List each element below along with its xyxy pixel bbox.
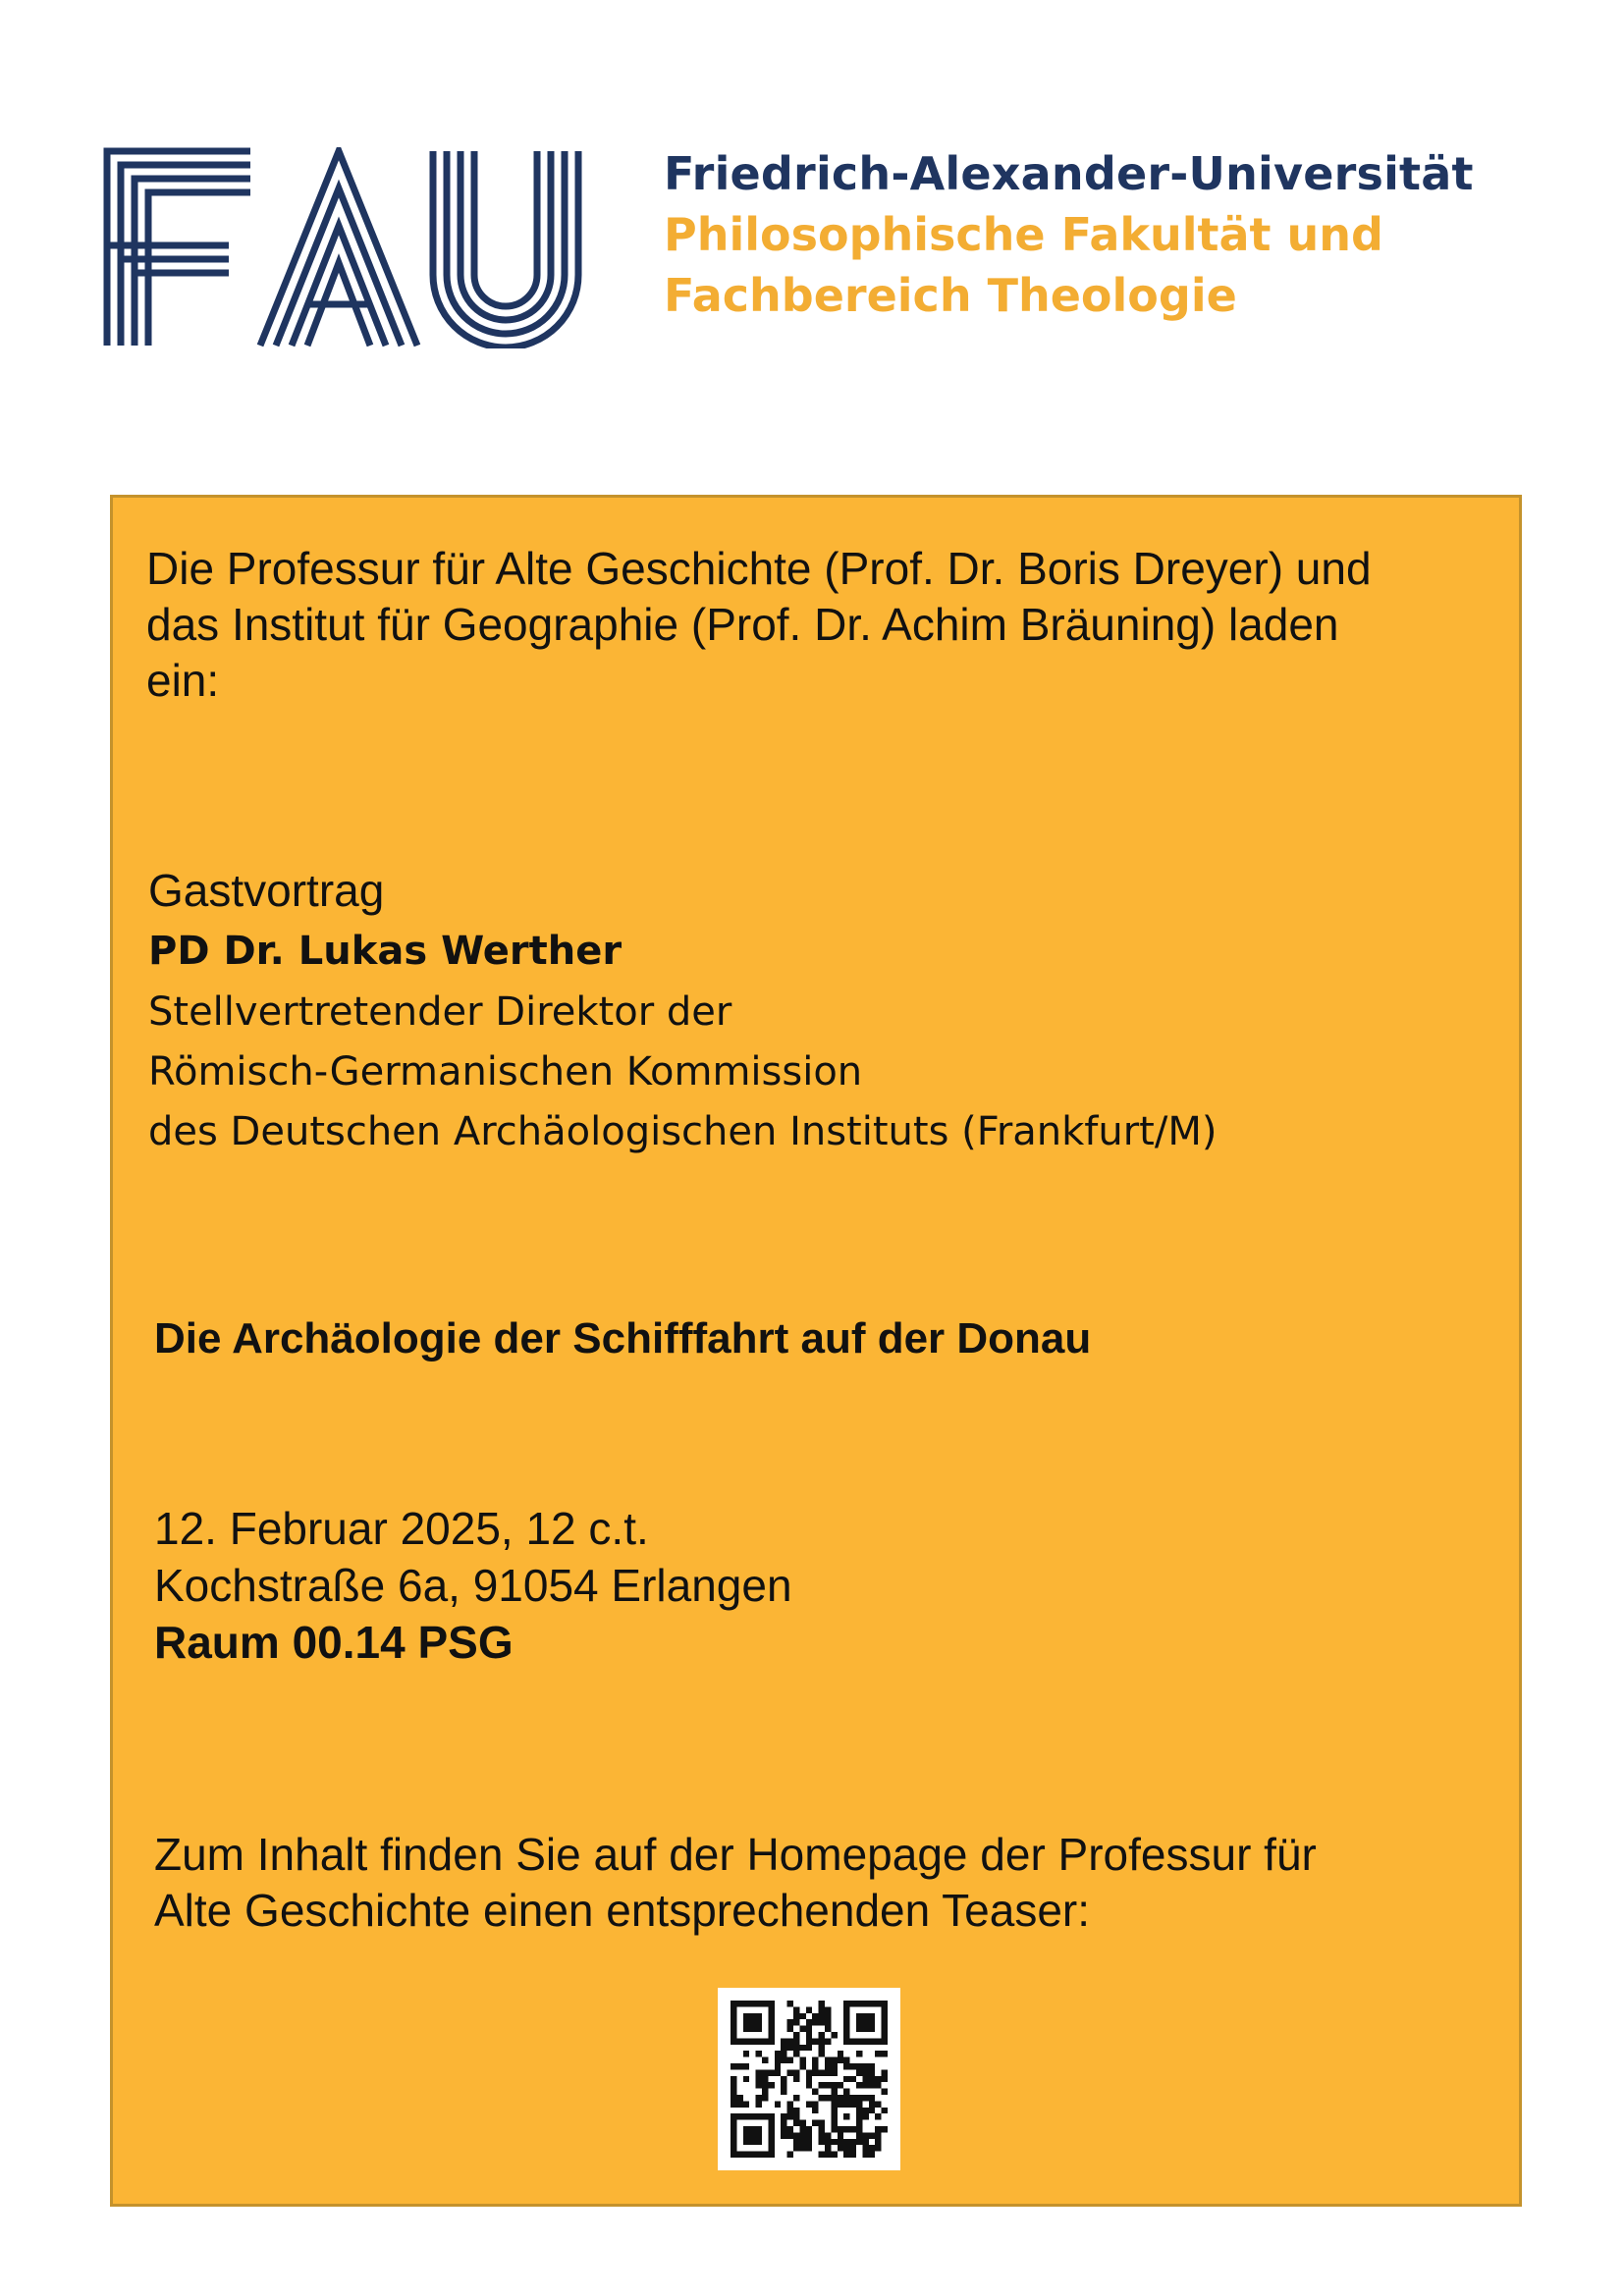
qr-code[interactable] bbox=[718, 1988, 900, 2170]
affiliation-line: Stellvertretender Direktor der bbox=[148, 989, 732, 1035]
event-type-label: Gastvortrag bbox=[148, 865, 385, 916]
university-name: Friedrich-Alexander-Universität bbox=[664, 147, 1474, 200]
teaser-line: Alte Geschichte einen entsprechenden Teaser: bbox=[154, 1885, 1090, 1936]
fau-logo-icon bbox=[103, 147, 614, 348]
event-info-box bbox=[110, 495, 1522, 2207]
header-text-block bbox=[664, 143, 1474, 326]
invitation-line: ein: bbox=[146, 655, 220, 706]
invitation-line: das Institut für Geographie (Prof. Dr. Achim Bräuning) laden bbox=[146, 599, 1339, 650]
faculty-line-2: Fachbereich Theologie bbox=[664, 269, 1237, 322]
event-date-time: 12. Februar 2025, 12 c.t. bbox=[154, 1503, 649, 1554]
affiliation-line: Römisch-Germanischen Kommission bbox=[148, 1049, 863, 1095]
faculty-line-1: Philosophische Fakultät und bbox=[664, 208, 1383, 261]
affiliation-line: des Deutschen Archäologischen Instituts (Frankfurt/M) bbox=[148, 1109, 1218, 1154]
event-room: Raum 00.14 PSG bbox=[154, 1617, 514, 1668]
speaker-affiliation bbox=[148, 983, 1217, 1162]
lecture-title: Die Archäologie der Schifffahrt auf der Donau bbox=[154, 1314, 1092, 1362]
invitation-text bbox=[146, 541, 1372, 709]
invitation-line: Die Professur für Alte Geschichte (Prof. Dr. Boris Dreyer) und bbox=[146, 543, 1372, 594]
event-address: Kochstraße 6a, 91054 Erlangen bbox=[154, 1560, 792, 1611]
teaser-note bbox=[154, 1827, 1317, 1939]
qr-code-icon bbox=[731, 2001, 888, 2158]
speaker-name: PD Dr. Lukas Werther bbox=[148, 929, 623, 974]
teaser-line: Zum Inhalt finden Sie auf der Homepage der Professur für bbox=[154, 1829, 1317, 1880]
